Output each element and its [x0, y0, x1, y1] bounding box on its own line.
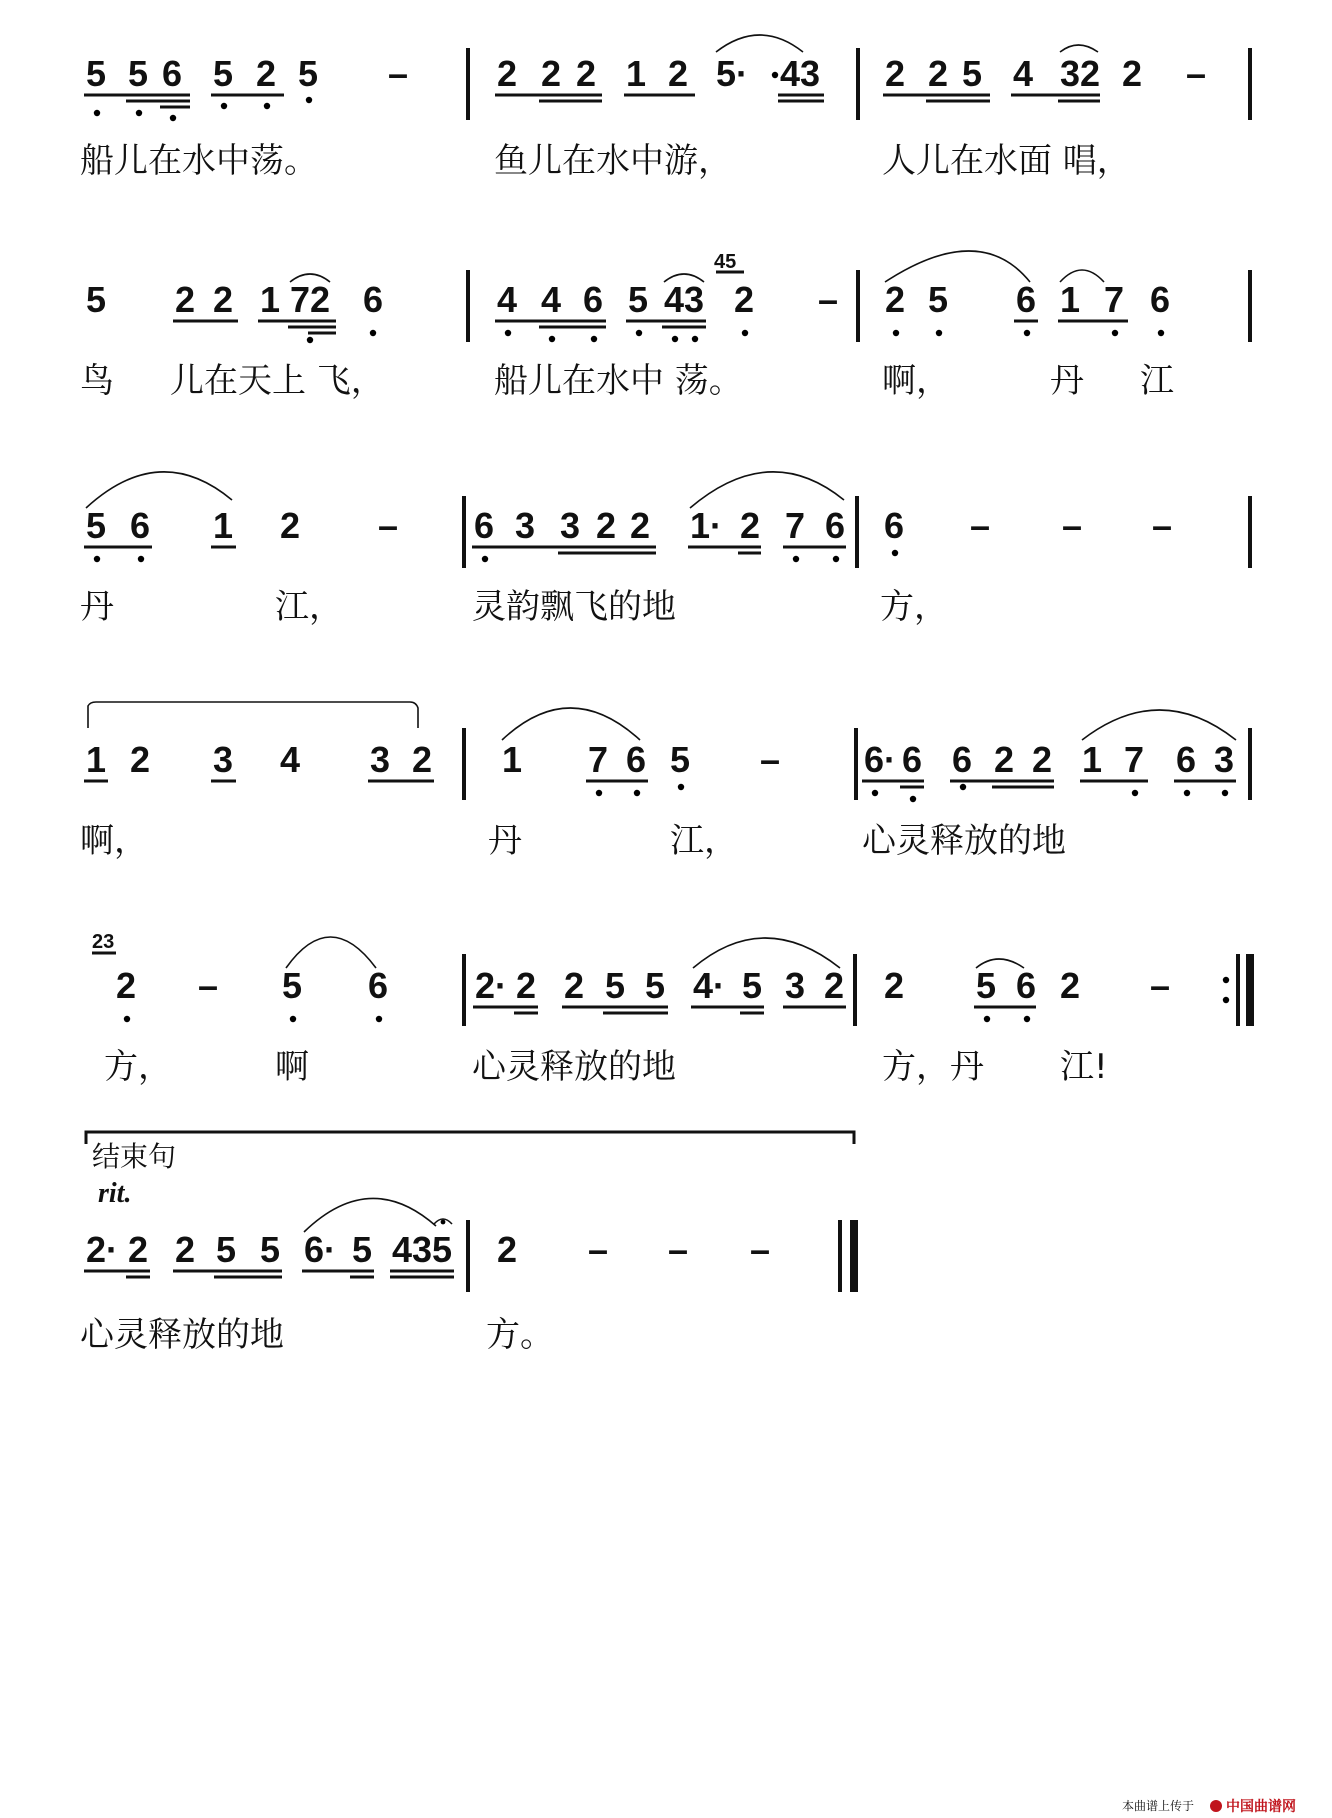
note: 2 [497, 1229, 518, 1270]
lyric: 江! [1060, 1047, 1108, 1087]
lyric: 心灵释放的地 [862, 821, 1066, 861]
note: 5 [128, 53, 149, 94]
beams-line-4 [84, 781, 1236, 787]
dash: – [970, 505, 991, 546]
score-line-1 [80, 35, 1250, 181]
lyric: 船儿在水中荡。 [80, 141, 318, 181]
note: 2 [310, 279, 331, 320]
note: 6 [952, 739, 973, 780]
lyric: 方， [880, 587, 948, 627]
score-line-3 [80, 472, 1250, 627]
note: 4 [392, 1229, 413, 1270]
note: 6 [626, 739, 647, 780]
dots-line-3 [94, 550, 898, 562]
lyric: 啊， [80, 821, 148, 861]
note: 3 [785, 965, 806, 1006]
note: 2 [740, 505, 761, 546]
footer-watermark [1122, 1798, 1296, 1815]
dots-line-5 [124, 1016, 1030, 1022]
notes-line-1 [86, 53, 1206, 94]
note: 2· [475, 965, 508, 1006]
note: 2 [541, 53, 562, 94]
lyric: 心灵释放的地 [472, 1047, 676, 1087]
note: 2 [516, 965, 537, 1006]
dash: – [818, 279, 839, 320]
lyric: 方，丹 [882, 1047, 984, 1087]
note: 3 [213, 739, 234, 780]
beams-line-6 [84, 1271, 454, 1277]
score-line-5 [92, 931, 1250, 1087]
note: 4 [541, 279, 562, 320]
note: 2 [576, 53, 597, 94]
site-logo-icon [1210, 1800, 1222, 1812]
note: 6 [1016, 279, 1037, 320]
slurs-line-2 [290, 251, 1104, 282]
notes-line-3 [86, 505, 1172, 546]
dash: – [1062, 505, 1083, 546]
dash: – [588, 1229, 609, 1270]
note: 2· [86, 1229, 119, 1270]
ending-bracket [86, 1132, 854, 1144]
lyric: 丹 [1050, 361, 1084, 401]
barlines-line-6 [468, 1220, 854, 1292]
lyric: 江 [1140, 361, 1174, 401]
note: 2 [128, 1229, 149, 1270]
note: 2 [213, 279, 234, 320]
note: 6 [884, 505, 905, 546]
lyric: 方， [104, 1047, 172, 1087]
note: 5 [976, 965, 997, 1006]
ending-label: 结束句 [92, 1140, 177, 1173]
note: 5 [628, 279, 649, 320]
note: 2 [116, 965, 137, 1006]
note: 5 [213, 53, 234, 94]
lyrics-line-5 [104, 1047, 1108, 1087]
lyric: 方。 [486, 1315, 554, 1355]
note: 2 [885, 279, 906, 320]
note: 6· [304, 1229, 337, 1270]
note: 5 [260, 1229, 281, 1270]
lyric: 啊 [275, 1047, 309, 1087]
note: 5 [645, 965, 666, 1006]
note: 3 [560, 505, 581, 546]
note: 4 [664, 279, 685, 320]
note: 2 [596, 505, 617, 546]
note: 2 [668, 53, 689, 94]
note: 5 [432, 1229, 453, 1270]
note: 5 [605, 965, 626, 1006]
dash: – [668, 1229, 689, 1270]
score-line-2 [80, 251, 1250, 401]
lyrics-line-2 [80, 361, 1174, 401]
note: 1 [502, 739, 523, 780]
dash: – [1150, 965, 1171, 1006]
note: 2 [256, 53, 277, 94]
lyric: 丹 [488, 821, 522, 861]
footer-logo: 中国曲谱网 [1226, 1799, 1296, 1815]
note: 5 [282, 965, 303, 1006]
note: 1 [260, 279, 281, 320]
dash: – [388, 53, 409, 94]
note: 1· [690, 505, 723, 546]
score-line-4 [80, 702, 1250, 861]
note: 3 [515, 505, 536, 546]
note: 6 [162, 53, 183, 94]
lyric: 啊， [882, 361, 950, 401]
note: 6 [474, 505, 495, 546]
lyric: 丹 [80, 587, 114, 627]
note: 2 [928, 53, 949, 94]
lyric: 灵韵飘飞的地 [472, 587, 676, 627]
note: 2 [734, 279, 755, 320]
lyric: 江， [670, 821, 738, 861]
note: 2 [1060, 965, 1081, 1006]
note: 3 [370, 739, 391, 780]
grace-note: 23 [92, 931, 115, 953]
note: 5 [298, 53, 319, 94]
dash: – [1152, 505, 1173, 546]
note: 5 [928, 279, 949, 320]
notes-line-4 [86, 739, 1234, 780]
note: 3 [1060, 53, 1081, 94]
note: 4 [497, 279, 518, 320]
note: 1 [86, 739, 107, 780]
footer-text: 本曲谱上传于 [1122, 1799, 1195, 1813]
notes-line-6 [86, 1229, 770, 1270]
note: 3 [684, 279, 705, 320]
note: 7 [785, 505, 806, 546]
note: 4· [693, 965, 726, 1006]
lyrics-line-1 [80, 141, 1131, 181]
note: 6 [902, 739, 923, 780]
dash: – [198, 965, 219, 1006]
note: 5 [86, 53, 107, 94]
note: 1 [213, 505, 234, 546]
note: 2 [130, 739, 151, 780]
note: 1 [1082, 739, 1103, 780]
note: 6 [1176, 739, 1197, 780]
note: 2 [630, 505, 651, 546]
note: 4 [280, 739, 301, 780]
dash: – [1186, 53, 1207, 94]
note: 2 [1032, 739, 1053, 780]
note: 6 [1016, 965, 1037, 1006]
note: 5 [352, 1229, 373, 1270]
lyric: 江， [275, 587, 343, 627]
note: 7 [290, 279, 311, 320]
beams-line-1 [84, 95, 1100, 107]
note: 3 [412, 1229, 433, 1270]
note: 3 [800, 53, 821, 94]
note: 2 [497, 53, 518, 94]
slurs-line-5 [286, 937, 1024, 968]
note: 6 [1150, 279, 1171, 320]
note: 2 [994, 739, 1015, 780]
note: 2 [885, 53, 906, 94]
grace-note: 45 [714, 251, 737, 273]
note: 2 [884, 965, 905, 1006]
note: 5 [216, 1229, 237, 1270]
note: 6 [583, 279, 604, 320]
note: 7 [1124, 739, 1145, 780]
note: 6 [825, 505, 846, 546]
dash: – [760, 739, 781, 780]
note: 1 [1060, 279, 1081, 320]
note: 2 [1122, 53, 1143, 94]
barlines-line-3 [464, 496, 1250, 568]
note: 3 [1214, 739, 1235, 780]
lyric: 鸟 [80, 361, 114, 401]
note: 5· [716, 53, 749, 94]
slurs-line-6 [304, 1198, 452, 1232]
note: 2 [412, 739, 433, 780]
note: 2 [1080, 53, 1101, 94]
note: 5 [86, 279, 107, 320]
dash: – [750, 1229, 771, 1270]
note: 5 [742, 965, 763, 1006]
lyric: 儿在天上 飞， [170, 361, 385, 401]
lyric: 心灵释放的地 [80, 1315, 284, 1355]
lyric: 鱼儿在水中游， [494, 141, 732, 181]
notes-line-5 [92, 931, 1170, 1006]
note: 2 [564, 965, 585, 1006]
lyrics-line-3 [80, 587, 948, 627]
slurs-line-1 [716, 35, 1098, 52]
note: 6 [130, 505, 151, 546]
note: 7 [1104, 279, 1125, 320]
note: 4 [780, 53, 801, 94]
note: 2 [280, 505, 301, 546]
note: 2 [175, 1229, 196, 1270]
note: 6 [363, 279, 384, 320]
note: 5 [962, 53, 983, 94]
note: 1 [626, 53, 647, 94]
note: 7 [588, 739, 609, 780]
note: 6 [368, 965, 389, 1006]
tempo-mark: rit. [98, 1178, 132, 1209]
note: 4 [1013, 53, 1034, 94]
dash: – [378, 505, 399, 546]
lyric: 人儿在水面 唱， [882, 141, 1131, 181]
dots-line-2 [307, 330, 1164, 343]
slurs-line-4 [88, 702, 1236, 740]
lyric: 船儿在水中 荡。 [494, 361, 743, 401]
lyrics-line-4 [80, 821, 1066, 861]
note: 2 [824, 965, 845, 1006]
note: 6· [864, 739, 897, 780]
lyrics-line-6 [80, 1315, 554, 1355]
ending-section [80, 1132, 854, 1355]
note: 5 [86, 505, 107, 546]
note: 2 [175, 279, 196, 320]
note: 5 [670, 739, 691, 780]
